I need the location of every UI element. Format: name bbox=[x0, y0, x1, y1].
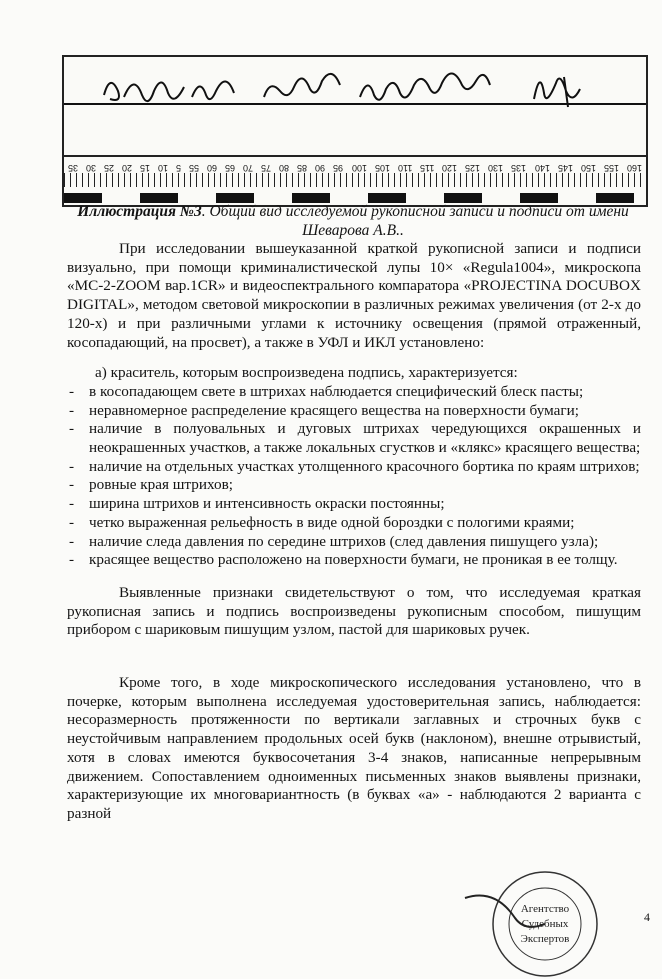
signature-line bbox=[64, 103, 646, 105]
ruler-number: 35 bbox=[68, 163, 79, 173]
intro-paragraph: При исследовании вышеуказанной краткой рукописной записи и подписи визуально, при помощи криминалистической лупы 10× «Regula1004», микроскопа «MC-2-ZOOM вар.1CR» и видеоспектрального компаратора «PROJECTINA DOCUBOX DIGITAL», методом световой микроскопии в различных режимах увеличения (от 2-х до 120-х) и при различными углами к источнику освещения (прямой отраженный, косопадающий, на просвет), а также в УФЛ и ИКЛ установлено: bbox=[67, 240, 641, 351]
ruler-number: 105 bbox=[374, 163, 390, 173]
ruler-number: 130 bbox=[488, 163, 504, 173]
conclusion-paragraph: Выявленные признаки свидетельствуют о том, что исследуемая краткая рукописная запись и подпись воспроизведены рукописным способом, пишущим прибором с шариковым пишущим узлом, пастой для шариковых ручек. bbox=[67, 583, 641, 639]
list-item: - ровные края штрихов; bbox=[67, 476, 641, 495]
microscopy-paragraph: Кроме того, в ходе микроскопического исследования установлено, что в почерке, которым выполнена исследуемая удостоверительная запись, наблюдается: несоразмерность протяженности по вертикали заглавных и строчных букв с неустойчивым направлением продольных осей букв (наклоном), внешне отрывистый, хотя в словах имеются буквосочетания 3-4 знаков, написанные непрерывным движением. Сопоставлением одноименных письменных знаков выявлены признаки, характеризующие их многовариантность (в буквах «а» - наблюдаются 2 варианта с разной bbox=[67, 674, 641, 822]
list-item: - наличие следа давления по середине штрихов (след давления пишущего узла); bbox=[67, 533, 641, 552]
ruler-number: 140 bbox=[534, 163, 550, 173]
caption-label: Иллюстрация №3 bbox=[77, 203, 202, 220]
ruler-number: 75 bbox=[261, 163, 272, 173]
subsection-a: а) краситель, которым воспроизведена подпись, характеризуется: bbox=[95, 364, 518, 382]
ruler-number: 150 bbox=[580, 163, 596, 173]
features-list bbox=[67, 383, 641, 570]
ruler-number: 125 bbox=[465, 163, 481, 173]
page-number: 4 bbox=[644, 910, 650, 924]
ruler-number: 70 bbox=[243, 163, 254, 173]
handwritten-signature-image bbox=[64, 57, 646, 157]
list-item: - неравномерное распределение красящего вещества на поверхности бумаги; bbox=[67, 402, 641, 421]
ruler-number: 5 bbox=[176, 163, 182, 173]
ruler-number: 95 bbox=[333, 163, 344, 173]
svg-text:Экспертов: Экспертов bbox=[520, 933, 570, 945]
ruler bbox=[64, 155, 646, 207]
list-item: - наличие на отдельных участках утолщенного красочного бортика по краям штрихов; bbox=[67, 458, 641, 477]
ruler-number: 85 bbox=[297, 163, 308, 173]
ruler-number: 115 bbox=[419, 163, 435, 173]
ruler-number: 120 bbox=[442, 163, 458, 173]
ruler-number: 15 bbox=[140, 163, 151, 173]
list-item: - в косопадающем свете в штрихах наблюдается специфический блеск пасты; bbox=[67, 383, 641, 402]
list-item: - ширина штрихов и интенсивность окраски постоянны; bbox=[67, 495, 641, 514]
svg-text:Агентство: Агентство bbox=[520, 903, 570, 915]
ruler-number: 55 bbox=[189, 163, 200, 173]
ruler-number: 145 bbox=[557, 163, 573, 173]
ruler-number: 20 bbox=[122, 163, 133, 173]
ruler-number: 160 bbox=[626, 163, 642, 173]
ruler-number: 30 bbox=[86, 163, 97, 173]
ruler-number: 65 bbox=[225, 163, 236, 173]
official-stamp-image bbox=[455, 858, 605, 978]
list-item: - наличие в полуовальных и дуговых штрихах чередующихся окрашенных и неокрашенных участков, а также локальных сгустков и «клякс» красящего вещества; bbox=[67, 420, 641, 457]
ruler-number: 10 bbox=[158, 163, 169, 173]
illustration-caption bbox=[62, 202, 644, 240]
ruler-number: 100 bbox=[351, 163, 367, 173]
list-item: - красящее вещество расположено на поверхности бумаги, не проникая в ее толщу. bbox=[67, 551, 641, 570]
ruler-number: 110 bbox=[397, 163, 412, 173]
document-body bbox=[67, 240, 641, 824]
ruler-number: 135 bbox=[511, 163, 527, 173]
ruler-number: 155 bbox=[603, 163, 619, 173]
ruler-number: 80 bbox=[279, 163, 290, 173]
ruler-number: 90 bbox=[315, 163, 326, 173]
caption-text: . Общий вид исследуемой рукописной записи и подписи от имени Шеварова А.В.. bbox=[201, 203, 629, 239]
svg-text:Судебных: Судебных bbox=[521, 918, 569, 930]
ruler-number: 25 bbox=[104, 163, 115, 173]
illustration-frame bbox=[62, 55, 648, 207]
list-item: - четко выраженная рельефность в виде одной бороздки с пологими краями; bbox=[67, 514, 641, 533]
ruler-numbers bbox=[68, 159, 642, 173]
ruler-ticks bbox=[64, 173, 646, 187]
ruler-number: 60 bbox=[207, 163, 218, 173]
